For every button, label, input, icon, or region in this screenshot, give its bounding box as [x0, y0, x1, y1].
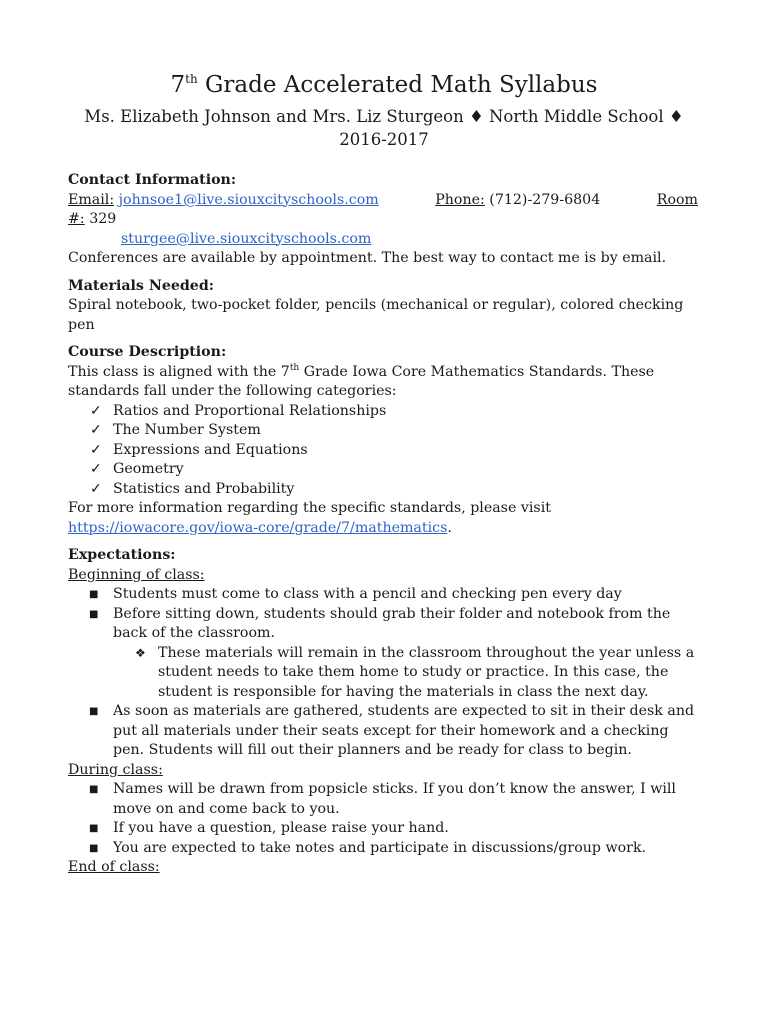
list-item — [68, 780, 698, 819]
room-line — [68, 210, 698, 230]
category-label: Statistics and Probability — [113, 480, 295, 497]
list-item — [68, 402, 698, 422]
list-item-text: Before sitting down, students should grab their folder and notebook from the back of the classroom. — [113, 605, 671, 641]
email-line-sturgeon — [68, 230, 698, 250]
list-item — [68, 839, 698, 859]
course-section — [68, 343, 698, 538]
contact-row — [68, 191, 698, 211]
checkmark-icon: ✓ — [90, 402, 102, 419]
checkmark-icon: ✓ — [90, 461, 102, 477]
room-label: Room — [656, 191, 698, 208]
list-item-text: You are expected to take notes and participate in discussions/group work. — [113, 839, 647, 856]
diamond-bullet-icon: ❖ — [135, 645, 146, 660]
email-label: Email: — [68, 191, 115, 208]
list-item — [68, 644, 698, 703]
list-item-text: As soon as materials are gathered, students are expected to sit in their desk and put all materials under their seats except for their homework and a checking pen. Students will fill out their planners and be ready for class to begin. — [113, 703, 695, 758]
standards-link-line — [68, 519, 698, 539]
square-bullet-icon: ■ — [89, 589, 99, 600]
list-item — [68, 819, 698, 839]
conference-note: Conferences are available by appointment. The best way to contact me is by email. — [68, 250, 667, 266]
materials-text: Spiral notebook, two-pocket folder, pencils (mechanical or regular), colored checking pen — [68, 297, 684, 333]
email-group — [68, 191, 379, 211]
expectations-heading: Expectations: — [68, 547, 176, 563]
title-text: Grade Accelerated Math Syllabus — [197, 72, 598, 98]
beginning-sublist — [68, 644, 698, 703]
email-link-johnson[interactable]: johnsoe1@live.siouxcityschools.com — [118, 191, 379, 208]
beginning-of-class-label: Beginning of class: — [68, 566, 205, 583]
materials-section — [68, 277, 698, 336]
phone-number: (712)-279-6804 — [489, 191, 601, 208]
list-item-text: If you have a question, please raise your hand. — [113, 820, 449, 836]
checkmark-icon: ✓ — [90, 422, 102, 438]
square-bullet-icon: ■ — [89, 823, 99, 834]
contact-heading: Contact Information: — [68, 172, 237, 188]
course-intro-text: This class is aligned with the 7 — [68, 363, 290, 380]
course-heading: Course Description: — [68, 344, 227, 360]
during-list — [68, 780, 698, 858]
square-bullet-icon: ■ — [89, 842, 99, 854]
beginning-list-continued — [68, 702, 698, 761]
during-class-label: During class: — [68, 761, 163, 778]
expectations-section — [68, 546, 698, 878]
page-subtitle: Ms. Elizabeth Johnson and Mrs. Liz Sturgeon ♦ North Middle School ♦ 2016-2017 — [84, 107, 684, 149]
page-title — [0, 72, 768, 100]
list-item — [68, 460, 698, 480]
list-item — [68, 480, 698, 500]
standards-list — [68, 402, 698, 500]
list-item-text: Names will be drawn from popsicle sticks. If you don’t know the answer, I will move on and come back to you. — [113, 781, 676, 817]
contact-section — [68, 171, 698, 269]
more-info-text: For more information regarding the specific standards, please visit — [68, 500, 551, 516]
list-item-text: Students must come to class with a pencil and checking pen every day — [113, 586, 622, 602]
phone-label: Phone: — [435, 191, 485, 208]
course-intro-rest: Grade Iowa Core Mathematics Standards. These standards fall under the following categories: — [68, 363, 655, 399]
square-bullet-icon: ■ — [89, 784, 99, 795]
beginning-list — [68, 585, 698, 644]
list-item-text: These materials will remain in the classroom throughout the year unless a student needs to take them home to study or practice. In this case, the student is responsible for having the materials in class the next day. — [158, 644, 695, 700]
title-ordinal-suffix: th — [185, 72, 198, 86]
category-label: Geometry — [113, 461, 184, 477]
square-bullet-icon: ■ — [89, 608, 99, 620]
title-grade-number: 7 — [170, 72, 186, 98]
list-item — [68, 585, 698, 605]
list-item — [68, 605, 698, 644]
email-link-sturgeon[interactable]: sturgee@live.siouxcityschools.com — [121, 230, 372, 247]
materials-heading: Materials Needed: — [68, 277, 214, 294]
category-label: The Number System — [113, 422, 261, 438]
document-body — [68, 171, 698, 878]
category-label: Expressions and Equations — [113, 441, 308, 458]
room-number: 329 — [89, 211, 117, 227]
checkmark-icon: ✓ — [90, 480, 102, 497]
link-period: . — [447, 519, 452, 536]
course-intro — [68, 363, 698, 402]
room-hash-label: #: — [68, 211, 85, 227]
standards-link[interactable]: https://iowacore.gov/iowa-core/grade/7/mathematics — [68, 519, 448, 536]
square-bullet-icon: ■ — [89, 706, 99, 717]
list-item — [68, 441, 698, 461]
category-label: Ratios and Proportional Relationships — [113, 402, 387, 419]
checkmark-icon: ✓ — [90, 441, 102, 458]
course-intro-ordinal: th — [289, 362, 300, 373]
phone-group — [435, 191, 600, 211]
list-item — [68, 421, 698, 441]
end-of-class-label: End of class: — [68, 859, 160, 875]
list-item — [68, 702, 698, 761]
